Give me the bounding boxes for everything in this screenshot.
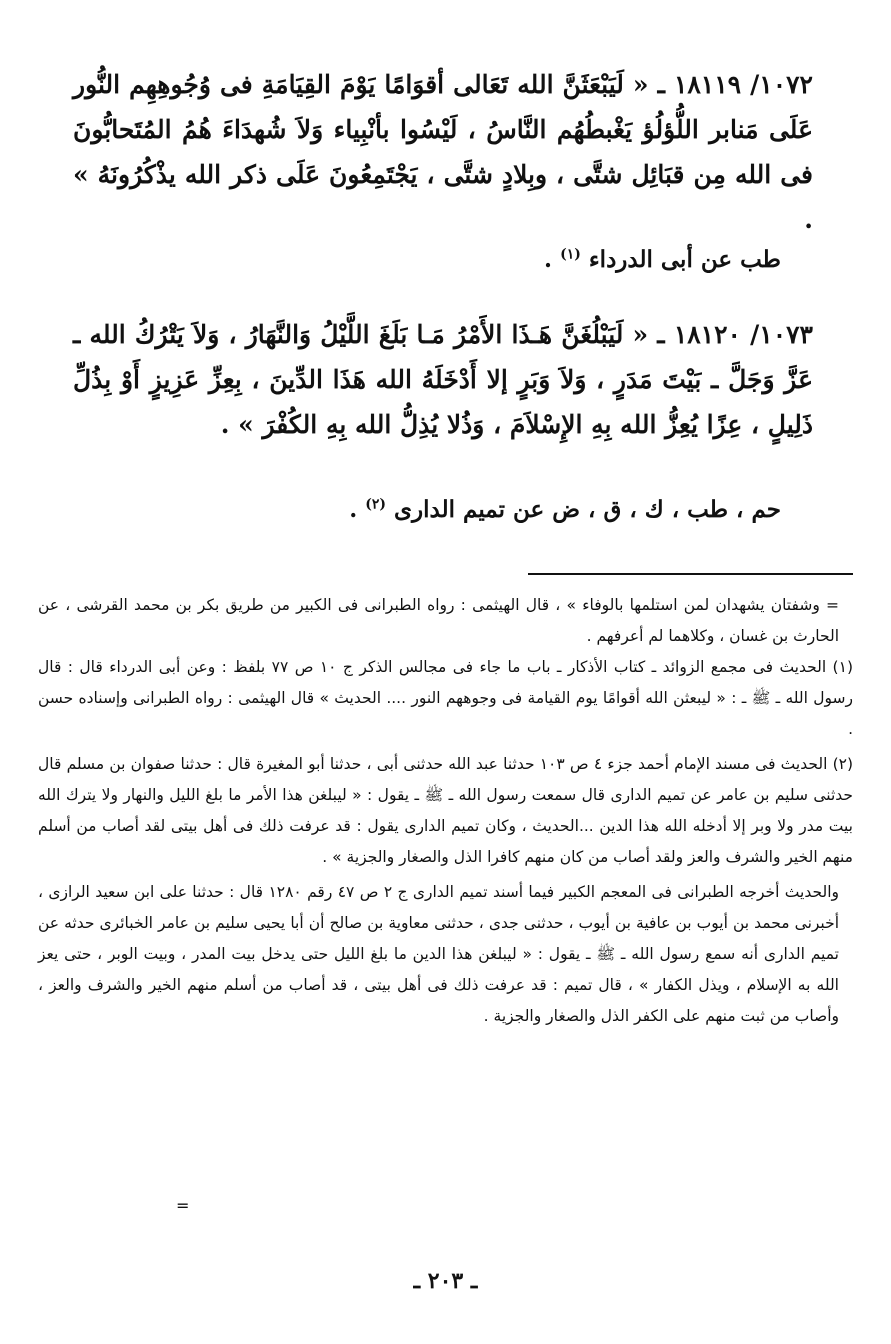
hadith-1073-body: ـ « لَيَبْلُغَنَّ هَـذَا الأَمْرُ مَـا بَلَغَ اللَّيْلُ وَالنَّهَارُ ، وَلاَ يَتْرُكُ الله ـ عَزَّ وَجَلَّ ـ بَيْتَ مَدَرٍ ، وَلاَ وَبَرٍ إلا أَدْخَلَهُ الله هَذَا الدِّينَ ، بِعِزِّ عَزِيزٍ أَوْ بِذُلِّ ذَلِيلٍ ، عِزًا يُعِزُّ الله بِهِ الإِسْلاَمَ ، وَذُلا يُذِلُّ الله بِهِ الكُفْرَ » . — [73, 320, 813, 439]
hadith-1073-text — [73, 312, 813, 447]
hadith-1072-text — [73, 62, 813, 242]
hadith-1073-source-text: حم ، طب ، ك ، ق ، ض عن تميم الدارى — [394, 496, 781, 523]
footnote-ref-1: (١) — [560, 246, 581, 263]
hadith-1073 — [73, 312, 813, 447]
hadith-1072 — [73, 62, 813, 242]
footnote-continuation: = وشفتان يشهدان لمن استلمها بالوفاء » ، قال الهيثمى : رواه الطبرانى فى الكبير من طريق بكر بن محمد القرشى ، عن الحارث بن غسان ، وكلاهما لم أعرفهم . — [38, 596, 839, 645]
footnote-1: (١) الحديث فى مجمع الزوائد ـ كتاب الأذكار ـ باب ما جاء فى مجالس الذكر ج ١٠ ص ٧٧ بلفظ : وعن أبى الدرداء قال : قال رسول الله ـ ﷺ ـ : « ليبعثن الله أقوامًا يوم القيامة فى وجوههم النور .... الحديث » قال الهيثمى : رواه الطبرانى وإسناده حسن . — [38, 658, 853, 738]
hadith-1072-source: طب عن أبى الدرداء $^{(١)}$ . — [544, 246, 781, 273]
hadith-1072-number: ١٠٧٢/ ١٨١١٩ — [673, 70, 813, 99]
footnote-divider — [528, 573, 853, 575]
footnote-ref-2: (٢) — [365, 496, 387, 513]
hadith-1073-source: حم ، طب ، ك ، ق ، ض عن تميم الدارى $^{(٢)}$ . — [349, 496, 781, 523]
footnote-2-continued: والحديث أخرجه الطبرانى فى المعجم الكبير فيما أسند تميم الدارى ج ٢ ص ٤٧ رقم ١٢٨٠ قال : حدثنا على ابن سعيد الرازى ، أخبرنى محمد بن أيوب بن عافية بن أيوب ، حدثنى جدى ، حدثنى معاوية بن صالح أن أبا يحيى سليم بن عامر الخبائرى حدثه عن تميم الدارى أنه سمع رسول الله ـ ﷺ ـ يقول : « ليبلغن هذا الدين ما بلغ الليل حتى يدخل بيت المدر ، وبيت الوبر ، حتى يعز الله به الإسلام ، ويذل الكفار » ، قال تميم : قد عرفت ذلك فى أهل بيتى ، قد أصاب من أسلم منهم الخير والشرف والعز ، وأصاب من ثبت منهم على الكفر الذل والصغار والجزية . — [38, 883, 839, 1025]
hadith-1073-number: ١٠٧٣/ ١٨١٢٠ — [673, 320, 813, 349]
hadith-1072-body: ـ « لَيَبْعَثَنَّ الله تَعَالى أقوَامًا يَوْمَ القِيَامَةِ فى وُجُوهِهِم النُّور عَلَى مَنابر اللُّؤلُؤ يَغْبطُهُم النَّاسُ ، لَيْسُوا بأنْبِياء وَلاَ شُهدَاءَ هُمُ المُتَحابُّونَ فى الله مِن قبَائِل شتَّى ، وبِلادٍ شتَّى ، يَجْتَمِعُونَ عَلَى ذكر الله يذْكُرُونَهُ » . — [73, 70, 813, 234]
page-number: ـ ٢٠٣ ـ — [413, 1268, 478, 1294]
hadith-1072-source-text: طب عن أبى الدرداء — [588, 246, 781, 273]
footnotes — [38, 590, 853, 1032]
continuation-mark: = — [176, 1196, 190, 1215]
footnote-2: (٢) الحديث فى مسند الإمام أحمد جزء ٤ ص ١٠٣ حدثنا عبد الله حدثنى أبى ، حدثنا أبو المغيرة قال : حدثنا صفوان بن مسلم قال حدثنى سليم بن عامر عن تميم الدارى قال سمعت رسول الله ـ ﷺ ـ يقول : « ليبلغن هذا الأمر ما بلغ الليل والنهار ولا يترك الله بيت مدر ولا وبر إلا أدخله الله هذا الدين ...الحديث ، وكان تميم الدارى يقول : قد عرفت ذلك فى أهل بيتى لقد أصاب من أسلم منهم الخير والشرف والعز ولقد أصاب من كان منهم كافرا الذل والصغار والجزية » . — [38, 755, 854, 866]
